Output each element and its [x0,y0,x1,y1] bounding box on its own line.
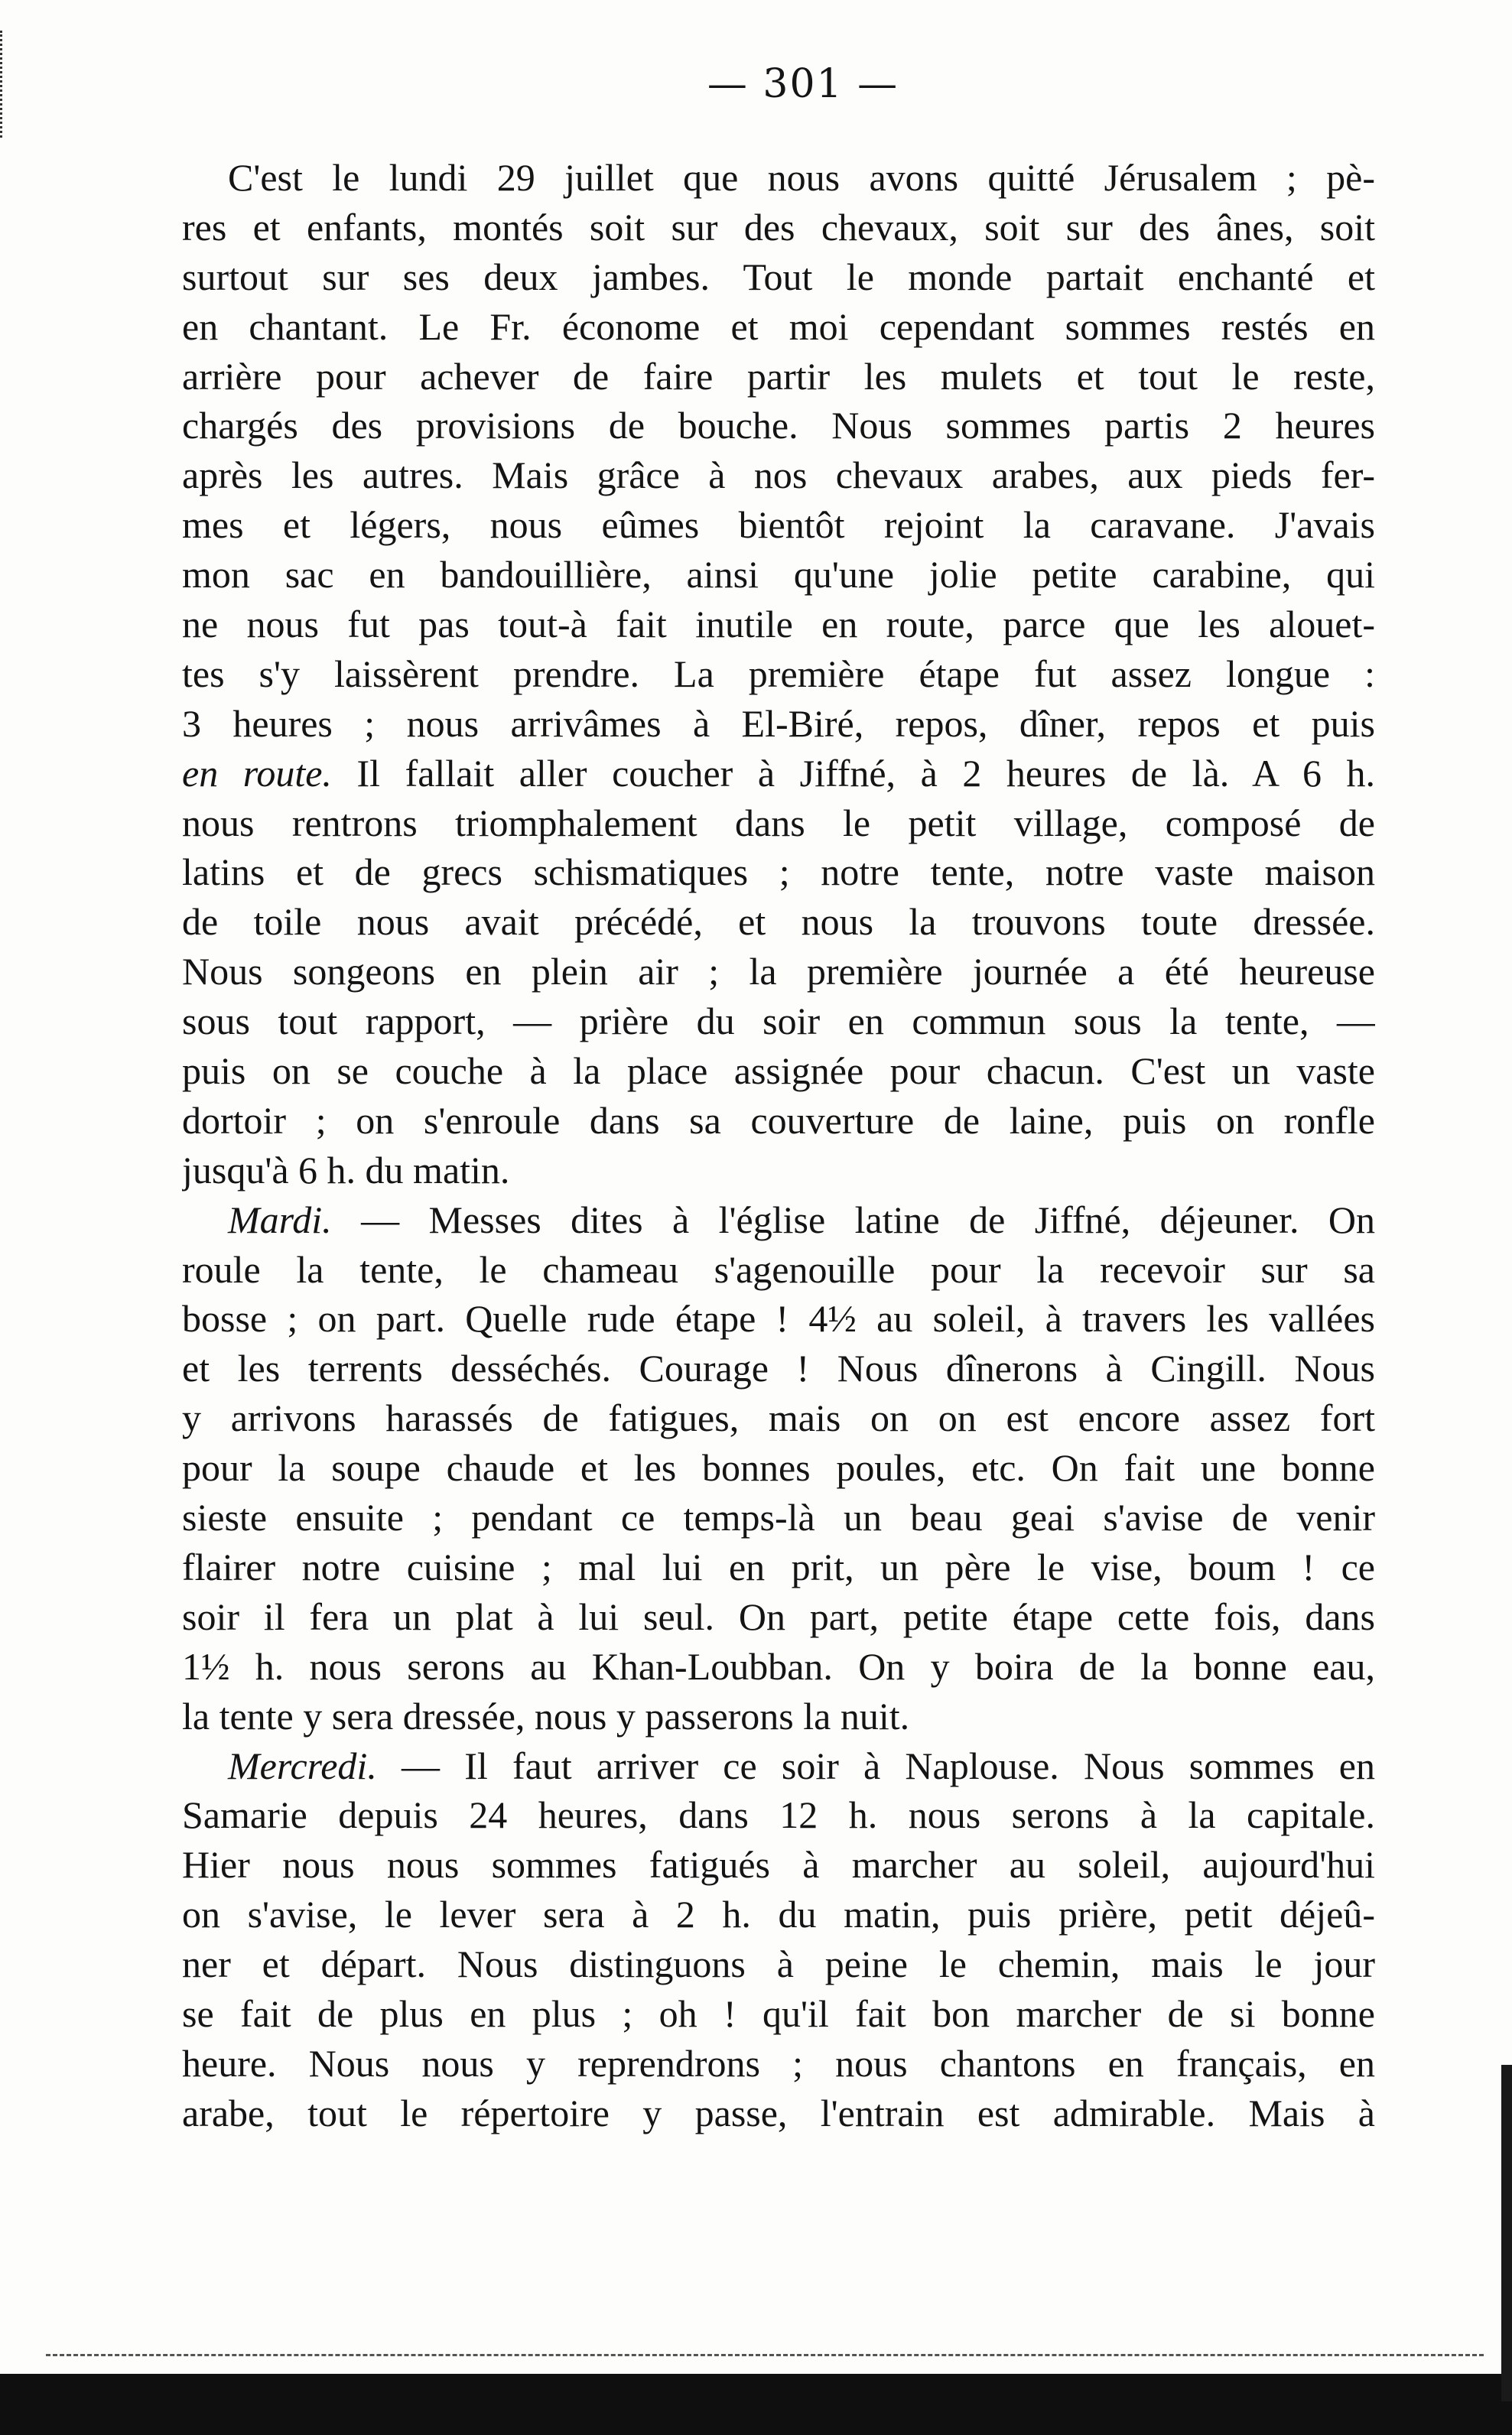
text-line: chargés des provisions de bouche. Nous sommes partis 2 heures [182,404,1375,447]
text-line: mes et légers, nous eûmes bientôt rejoint la caravane. J'avais [182,503,1375,547]
text-line: latins et de grecs schismatiques ; notre tente, notre vaste maison [182,850,1375,894]
text-line: mon sac en bandouillière, ainsi qu'une jolie petite carabine, qui [182,553,1375,597]
text-line: C'est le lundi 29 juillet que nous avons quitté Jérusalem ; pè- [228,156,1375,199]
text-line: arrière pour achever de faire partir les mulets et tout le reste, [182,354,1375,398]
italic-heading: Mardi. [228,1198,332,1241]
line-text: — Il faut arriver ce soir à Naplouse. Nous sommes en [376,1744,1375,1787]
text-line: tes s'y laissèrent prendre. La première étape fut assez longue : [182,652,1375,695]
text-line: Nous songeons en plein air ; la première journée a été heureuse [182,950,1375,993]
text-line: ne nous fut pas tout-à fait inutile en route, parce que les alouet- [182,603,1375,646]
italic-heading: Mercredi. [228,1744,377,1787]
text-line [182,1195,1375,1245]
body-text [182,153,1375,2138]
text-line: se fait de plus en plus ; oh ! qu'il fait bon marcher de si bonne [182,1991,1375,2035]
text-line: ner et départ. Nous distinguons à peine le chemin, mais le jour [182,1942,1375,1986]
text-line: res et enfants, montés soit sur des chevaux, soit sur des ânes, soit [182,205,1375,249]
scan-border-right [1501,2065,1512,2401]
page-number: — 301 — [707,61,899,107]
text-line: nous rentrons triomphalement dans le petit village, composé de [182,801,1375,844]
text-line: dortoir ; on s'enroule dans sa couverture de laine, puis on ronfle [182,1098,1375,1142]
text-line [182,1741,1375,1791]
text-line: la tente y sera dressée, nous y passerons la nuit. [182,1694,910,1738]
text-line: de toile nous avait précédé, et nous la trouvons toute dressée. [182,900,1375,944]
text-line: bosse ; on part. Quelle rude étape ! 4½ au soleil, à travers les vallées [182,1297,1375,1341]
scan-border-bottom [0,2374,1512,2435]
line-text: Il fallait aller coucher à Jiffné, à 2 heures de là. A 6 h. [331,751,1375,795]
italic-heading: en route. [182,751,332,795]
text-line: 1½ h. nous serons au Khan-Loubban. On y boira de la bonne eau, [182,1644,1375,1688]
text-line [182,749,1375,798]
text-line: y arrivons harassés de fatigues, mais on on est encore assez fort [182,1396,1375,1440]
text-line: Hier nous nous sommes fatigués à marcher au soleil, aujourd'hui [182,1843,1375,1887]
text-line: heure. Nous nous y reprendrons ; nous chantons en français, en [182,2041,1375,2085]
line-text: — Messes dites à l'église latine de Jiffné, déjeuner. On [331,1198,1375,1241]
text-line: jusqu'à 6 h. du matin. [182,1148,510,1191]
text-line: soir il fera un plat à lui seul. On part, petite étape cette fois, dans [182,1595,1375,1638]
text-line: pour la soupe chaude et les bonnes poules, etc. On fait une bonne [182,1446,1375,1490]
text-line: puis on se couche à la place assignée pour chacun. C'est un vaste [182,1049,1375,1093]
text-line: on s'avise, le lever sera à 2 h. du matin, puis prière, petit déjeû- [182,1893,1375,1936]
text-line: et les terrents desséchés. Courage ! Nous dînerons à Cingill. Nous [182,1347,1375,1390]
text-line: 3 heures ; nous arrivâmes à El-Biré, repos, dîner, repos et puis [182,701,1375,745]
text-line: en chantant. Le Fr. économe et moi cependant sommes restés en [182,304,1375,348]
text-line: après les autres. Mais grâce à nos chevaux arabes, aux pieds fer- [182,454,1375,497]
text-line: arabe, tout le répertoire y passe, l'entrain est admirable. Mais à [182,2091,1375,2134]
text-line: roule la tente, le chameau s'agenouille pour la recevoir sur sa [182,1247,1375,1291]
text-line: flairer notre cuisine ; mal lui en prit, un père le vise, boum ! ce [182,1545,1375,1588]
text-line: sous tout rapport, — prière du soir en commun sous la tente, — [182,1000,1375,1043]
text-line: surtout sur ses deux jambes. Tout le monde partait enchanté et [182,255,1375,298]
text-line: sieste ensuite ; pendant ce temps-là un beau geai s'avise de venir [182,1496,1375,1539]
bottom-rule [46,2354,1484,2359]
text-line: Samarie depuis 24 heures, dans 12 h. nous serons à la capitale. [182,1793,1375,1837]
